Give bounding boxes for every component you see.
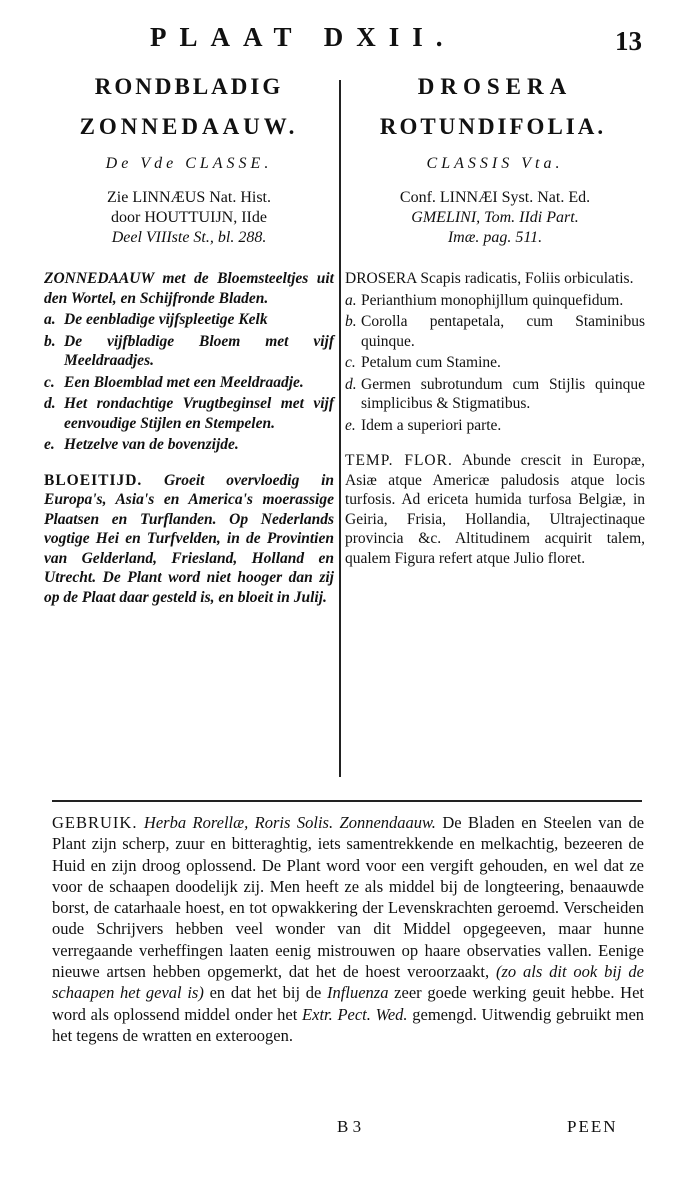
dutch-item	[44, 435, 334, 455]
latin-item	[345, 312, 645, 351]
temp-flor-text: Abunde crescit in Europæ, Asiæ atque Americæ paludosis atque locis turfosis. Ad ericeta humida turfosa Belgiæ, in Geiria, Frisia, Hollandia, Ultrajectinaque provincia &c. Altitudinem acquirit talem, qualem Figura refert atque Julio floret.	[345, 452, 645, 567]
latin-item	[345, 353, 645, 373]
latin-heading-line1: DROSERA	[417, 74, 573, 99]
usage-extract: Extr. Pect. Wed.	[302, 1004, 408, 1024]
dutch-heading-line2: ZONNEDAAUW.	[79, 114, 299, 139]
flowering-text: Groeit overvloedig in Europa's, Asia's en America's moerassige Plaatsen en Turflanden. Op Nederlands vogtige Hei en Turfvelden, in de Provintien van Gelderland, Friesland, Holland en Utrecht. De Plant word niet hooger dan zij op de Plaat daar gesteld is, en bloeit in Julij.	[44, 471, 335, 606]
dutch-reference-line: door HOUTTUIJN, IIde	[111, 209, 267, 226]
latin-column	[345, 72, 645, 568]
dutch-column	[44, 72, 334, 607]
item-text: Het rondachtige Vrugtbeginsel met vijf eenvoudige Stijlen en Stempelen.	[64, 395, 334, 432]
usage-text: zeer goede werking geuit hebbe. Het word als oplossend middel onder het	[52, 983, 645, 1024]
item-text: Idem a superiori parte.	[361, 416, 502, 434]
temp-flor-label: TEMP. FLOR.	[345, 452, 453, 469]
dutch-references	[44, 188, 334, 248]
item-text: Petalum cum Stamine.	[361, 354, 501, 371]
dutch-reference-line: Zie LINNÆUS Nat. Hist.	[107, 189, 271, 206]
page-number: 13	[615, 26, 642, 56]
latin-classis: CLASSIS Vta.	[426, 155, 564, 172]
item-marker: e.	[44, 436, 55, 453]
latin-item	[345, 375, 645, 414]
latin-flowering-paragraph	[345, 451, 645, 568]
item-marker: c.	[345, 354, 356, 371]
item-marker: a.	[44, 311, 56, 328]
dutch-reference-line: Deel VIIIste St., bl. 288.	[111, 229, 267, 246]
dutch-classis: De Vde CLASSE.	[105, 155, 273, 172]
dutch-item	[44, 332, 334, 371]
item-text: Perianthium monophijllum quinquefidum.	[361, 291, 624, 309]
dutch-flowering-paragraph	[44, 471, 334, 608]
item-marker: b.	[44, 332, 56, 350]
column-divider	[339, 80, 341, 777]
dutch-item	[44, 373, 334, 393]
latin-reference-line: GMELINI, Tom. IIdi Part.	[411, 209, 579, 226]
usage-influenza: Influenza	[327, 983, 389, 1003]
item-marker: a.	[345, 291, 357, 309]
latin-references	[345, 188, 645, 248]
item-marker: d.	[345, 375, 357, 393]
dutch-item	[44, 310, 334, 330]
usage-intro: Herba Rorellæ, Roris Solis. Zonnendaauw.	[143, 813, 436, 832]
item-text: De eenbladige vijfspleetige Kelk	[64, 311, 268, 328]
latin-item	[345, 416, 645, 436]
plate-title: PLAAT DXII.	[150, 22, 456, 52]
dutch-item	[44, 394, 334, 433]
usage-text: en dat het bij de	[209, 983, 322, 1003]
usage-text: gemengd. Uitwendig gebruikt men het tegens de wratten en exteroogen.	[52, 1004, 645, 1045]
usage-text: De Bladen en Steelen van de Plant zijn scherp, zuur en bitteraghtig, iets samentrekkende en melkachtig, bezeeren de Huid en zijn droog oplossend. De Plant word voor een vergift gehouden, en wel dat ze voor de schaapen doodelijk zij. Men heeft ze als middel bij de longteering, benaauwde borst, de catarhaale hoest, en tot opwakkering der Levenskrachten geroemd. Verscheiden oude Schrijvers hebben veel wonder van dit Middel opgegeeven, maar hunne verregaande verheffingen laaten eenig mistrouwen op haare observaties vallen. Eenige nieuwe artsen hebben opgemerkt, dat het de hoest veroorzaakt,	[52, 813, 645, 982]
usage-label: GEBRUIK.	[52, 813, 138, 832]
item-marker: b.	[345, 313, 357, 330]
item-marker: d.	[44, 395, 56, 412]
dutch-heading-line1: RONDBLADIG	[94, 74, 284, 99]
latin-description: DROSERA Scapis radicatis, Foliis orbiculatis.	[345, 270, 634, 287]
section-rule	[52, 800, 642, 802]
catchword: PEEN	[567, 1117, 618, 1136]
signature-mark: B 3	[337, 1117, 362, 1136]
dutch-description: ZONNEDAAUW met de Bloemsteeltjes uit den Wortel, en Schijfronde Bladen.	[44, 270, 334, 307]
item-marker: e.	[345, 416, 356, 434]
flowering-label: BLOEITIJD.	[44, 471, 143, 489]
item-text: De vijfbladige Bloem met vijf Meeldraadjes.	[64, 332, 334, 369]
latin-heading-line2: ROTUNDIFOLIA.	[379, 114, 607, 139]
item-text: Corolla pentapetala, cum Staminibus quinque.	[361, 313, 645, 350]
item-text: Germen subrotundum cum Stijlis quinque simplicibus & Stigmatibus.	[361, 375, 645, 412]
item-marker: c.	[44, 373, 55, 391]
item-text: Hetzelve van de bovenzijde.	[64, 436, 239, 453]
usage-section	[52, 812, 644, 1046]
latin-reference-line: Imæ. pag. 511.	[447, 229, 543, 246]
latin-reference-line: Conf. LINNÆI Syst. Nat. Ed.	[399, 189, 591, 206]
item-text: Een Bloemblad met een Meeldraadje.	[64, 373, 304, 391]
latin-item	[345, 291, 645, 311]
usage-aside: (zo als dit ook bij de schaapen het geval is)	[52, 962, 644, 1003]
